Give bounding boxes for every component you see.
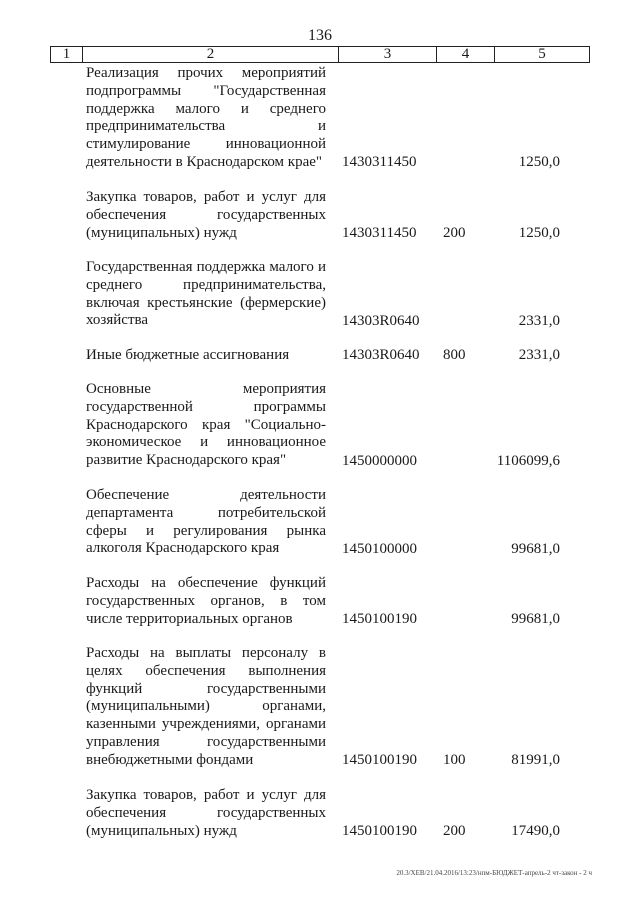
row-amount: 2331,0 — [518, 347, 560, 363]
row-code: 1450100190 — [342, 823, 417, 839]
row-code: 1450100000 — [342, 541, 417, 557]
header-col-2: 2 — [83, 47, 339, 62]
row-description: Расходы на обеспечение функций государственных органов, в том числе территориальных органов — [86, 575, 326, 627]
row-code: 1430311450 — [342, 225, 417, 241]
row-description: Основные мероприятия государственной программы Краснодарского края "Социально-экономическое и инновационное развитие Краснодарского края" — [86, 381, 326, 469]
header-col-1: 1 — [51, 47, 83, 62]
row-description: Закупка товаров, работ и услуг для обеспечения государственных (муниципальных) нужд — [86, 189, 326, 241]
header-col-5: 5 — [538, 46, 546, 62]
row-code: 14303R0640 — [342, 347, 420, 363]
row-code: 1450100190 — [342, 611, 417, 627]
row-amount: 17490,0 — [511, 823, 560, 839]
row-expense-type: 200 — [443, 823, 466, 839]
page-number: 136 — [308, 27, 332, 44]
row-code: 1430311450 — [342, 154, 417, 170]
row-amount: 99681,0 — [511, 541, 560, 557]
row-code: 1450100190 — [342, 752, 417, 768]
row-expense-type: 800 — [443, 347, 466, 363]
row-description: Расходы на выплаты персоналу в целях обеспечения выполнения функций государственными (муниципальными) органами, казенными учреждениями, органами управления государственными внебюджетными фондами — [86, 645, 326, 768]
header-col-4: 4 — [437, 47, 495, 62]
row-amount: 1250,0 — [518, 225, 560, 241]
row-description: Иные бюджетные ассигнования — [86, 347, 290, 363]
row-amount: 81991,0 — [511, 752, 560, 768]
row-code: 1450000000 — [342, 453, 417, 469]
row-description: Государственная поддержка малого и среднего предпринимательства, включая крестьянские (фермерские) хозяйства — [86, 259, 326, 329]
header-col-3: 3 — [339, 47, 437, 62]
row-amount: 1250,0 — [518, 154, 560, 170]
row-description: Обеспечение деятельности департамента потребительской сферы и регулирования рынка алкоголя Краснодарского края — [86, 487, 326, 557]
footer-document-code: 20.3/ХЕВ/21.04.2016/13:23/нпм-БЮДЖЕТ-апрель-2 чт-закон - 2 ч — [396, 869, 592, 877]
row-description: Закупка товаров, работ и услуг для обеспечения государственных (муниципальных) нужд — [86, 787, 326, 839]
row-amount: 1106099,6 — [496, 453, 560, 469]
row-amount: 99681,0 — [511, 611, 560, 627]
row-expense-type: 200 — [443, 225, 466, 241]
row-description: Реализация прочих мероприятий подпрограммы "Государственная поддержка малого и среднего предпринимательства и стимулирование инновационной деятельности в Краснодарском крае" — [86, 65, 326, 170]
row-amount: 2331,0 — [518, 313, 560, 329]
row-expense-type: 100 — [443, 752, 466, 768]
row-code: 14303R0640 — [342, 313, 420, 329]
